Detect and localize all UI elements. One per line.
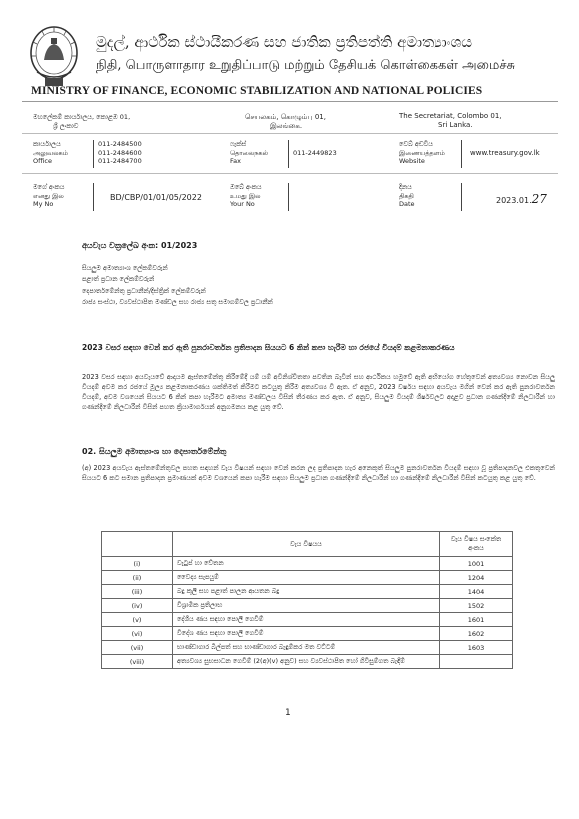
table-row: (v) දේශීය ණය සඳහා පොලී ගෙවීම් 1601 — [102, 613, 513, 627]
my-no-bracket — [93, 183, 94, 211]
date-label: දිනය திகதி Date — [399, 183, 415, 208]
fax-number: 011-2449823 — [293, 149, 337, 157]
office-numbers: 011-2484500 011-2484600 011-2484700 — [98, 140, 142, 165]
contacts-divider — [22, 173, 558, 174]
address-english: The Secretariat, Colombo 01, Sri Lanka. — [399, 112, 502, 129]
office-bracket — [93, 140, 94, 168]
body-paragraph-2: (අ) 2023 අයවැය ඇස්තමේන්තුවල පහත සඳහන් වැය විෂයන් සඳහා වෙන් කරන ලද ප්‍රතිපාදන හැර අනෙකුත් සියලුම පුනරාවර්තන වියදම් සඳහා වූ ප්‍රතිපාදනවල එකතුවෙන් සියයට 6 කට සමාන ප්‍රතිපාදන ප්‍රමාණයක් අවම වශයෙන් කපා හැරීම සඳහා සියලුම ප්‍රධාන ගණන්දීමේ නිලධාරීන් හා ගණන්දීමේ නිලධාරීන් විසින් කටයුතු කළ යුතු වේ. — [82, 464, 555, 482]
table-row: (i) වැටුප් හා වේතන 1001 — [102, 557, 513, 571]
section-2-heading: 02. සියලුම අමාත්‍යාංශ හා දෙපාර්තමේන්තු — [82, 447, 227, 456]
recipient-line: දෙපාර්තමේන්තු ප්‍රධානීන්/දිස්ත්‍රික් ලේකම්වරුන් — [82, 286, 206, 295]
table-row: (iii) බදු කුලී සහ පළාත් පාලන ආයතන බදු 1404 — [102, 585, 513, 599]
subject-heading: 2023 වසර සඳහා වෙන් කර ඇති පුනරාවර්තන ප්‍රතිපාදන සියයට 6 කින් කපා හැරීම හා රජයේ වියදම් කළමනාකරණය — [82, 343, 455, 352]
website-bracket — [461, 140, 462, 168]
office-label: කාර්යාලය அலுவலகம் Office — [33, 140, 68, 165]
address-tamil: செயலகம், கொழும்பு 01, இலங்கை. — [245, 113, 326, 130]
table-header-row — [102, 532, 513, 557]
website-link[interactable]: www.treasury.gov.lk — [470, 149, 540, 157]
recipient-list — [82, 263, 273, 308]
date-value: 2023.01.27 — [496, 192, 547, 206]
fax-label: ෆැක්ස් தொலைநகல் Fax — [230, 140, 268, 165]
my-no-label: මගේ අංකය எனது இல My No — [33, 183, 65, 208]
table-row: (iv) විශ්‍රාමික ප්‍රතිලාභ 1502 — [102, 599, 513, 613]
header-code: වැය විෂය සංකේත අංකය — [440, 532, 513, 557]
fax-bracket — [288, 140, 289, 168]
address-divider — [22, 133, 558, 134]
table-row: (vi) විදේශ ණය සඳහා පොලී ගෙවීම් 1602 — [102, 627, 513, 641]
header-subject: වැය විෂයය — [173, 532, 440, 557]
recipient-line: පළාත් ප්‍රධාන ලේකම්වරුන් — [82, 275, 155, 284]
ministry-name-sinhala: මුදල්, ආර්ථික ස්ථායීකරණ සහ ජාතික ප්‍රතිපත්ති අමාත්‍යාංශය — [96, 33, 472, 51]
website-label: වෙබ් අඩවිය இணையத்தளம் Website — [399, 140, 445, 165]
expense-subject-table — [101, 531, 513, 669]
address-sinhala: මහලේකම් කාර්යාලය, කොළඹ 01, ශ්‍රී ලංකාව — [33, 113, 131, 130]
my-no-value: BD/CBP/01/01/05/2022 — [110, 193, 202, 202]
your-no-bracket — [288, 183, 289, 211]
page-number: 1 — [285, 708, 291, 718]
recipient-line: සියලුම අමාත්‍යාංශ ලේකම්වරුන් — [82, 264, 168, 272]
your-no-label: ඔබේ අංකය உமது இல Your No — [230, 183, 262, 208]
body-paragraph-1: 2023 වසර සඳහා අයවැයවේ ආදායම ඇස්තමේන්තු කිරීමේදී යම් යම් අවිනිශ්චිතතා පවතින බැවින් සහ ආර්ථිකය හමුවේ ඇති අභියෝග හේතුවෙන් අත්‍යවශ්‍ය නොවන සියලු වියදම් අවම කර රජයේ මූල්‍ය කළමනාකරණය ශක්තිමත් කිරීමට කටයුතු කිරීම අත්‍යවශ්‍ය වී ඇත. ඒ අනුව, 2023 වර්ෂය සඳහා අයවැය මගින් වෙන් කර ඇති පුනරාවර්තන වියදම්, අවම වශයෙන් සියයට 6 කින් කපා හැරීමට අමාත්‍ය මණ්ඩලය විසින් තීරණය කර ඇත. ඒ අනුව, සියලුම වියදම් ශීර්ෂවලට අදාළව ප්‍රධාන ගණන්දීමේ නිලධාරීන් හා ගණන්දීමේ නිලධාරීන් විසින් පහත ක්‍රියාමාර්ගයන් අනුගමනය කළ යුතු වේ. — [82, 373, 555, 411]
recipient-line: රාජ්‍ය සංස්ථා, ව්‍යවස්ථාපිත මණ්ඩල සහ රාජ්‍ය සතු සමාගම්වල ප්‍රධානීන් — [82, 297, 273, 306]
table-row: (vii) භාණ්ඩාගාර බිල්පත් සහ භාණ්ඩාගාර බැඳුම්කර මත වට්ටම් 1603 — [102, 641, 513, 655]
circular-number: අයවැය චක්‍රලේඛ අංක: 01/2023 — [82, 241, 198, 250]
ministry-name-tamil: நிதி, பொருளாதார உறுதிப்பாடு மற்றும் தேசியக் கொள்கைகள் அமைச்சு — [96, 58, 516, 73]
header-divider — [22, 101, 558, 102]
table-row: (ii) වෛද්‍ය සැපයුම් 1204 — [102, 571, 513, 585]
ministry-name-english: MINISTRY OF FINANCE, ECONOMIC STABILIZATION AND NATIONAL POLICIES — [31, 85, 483, 97]
table-row: (viii) අත්‍යවශ්‍ය සුභසාධන ගෙවීම් (2(අ)(v) අනුව) සහ ව්‍යවස්ථාපිත හෝ ගිවිසුම්ගත බැඳීම් — [102, 655, 513, 669]
handwritten-date-day: 27 — [531, 192, 547, 206]
state-emblem-icon — [27, 22, 81, 90]
date-bracket — [461, 183, 462, 211]
